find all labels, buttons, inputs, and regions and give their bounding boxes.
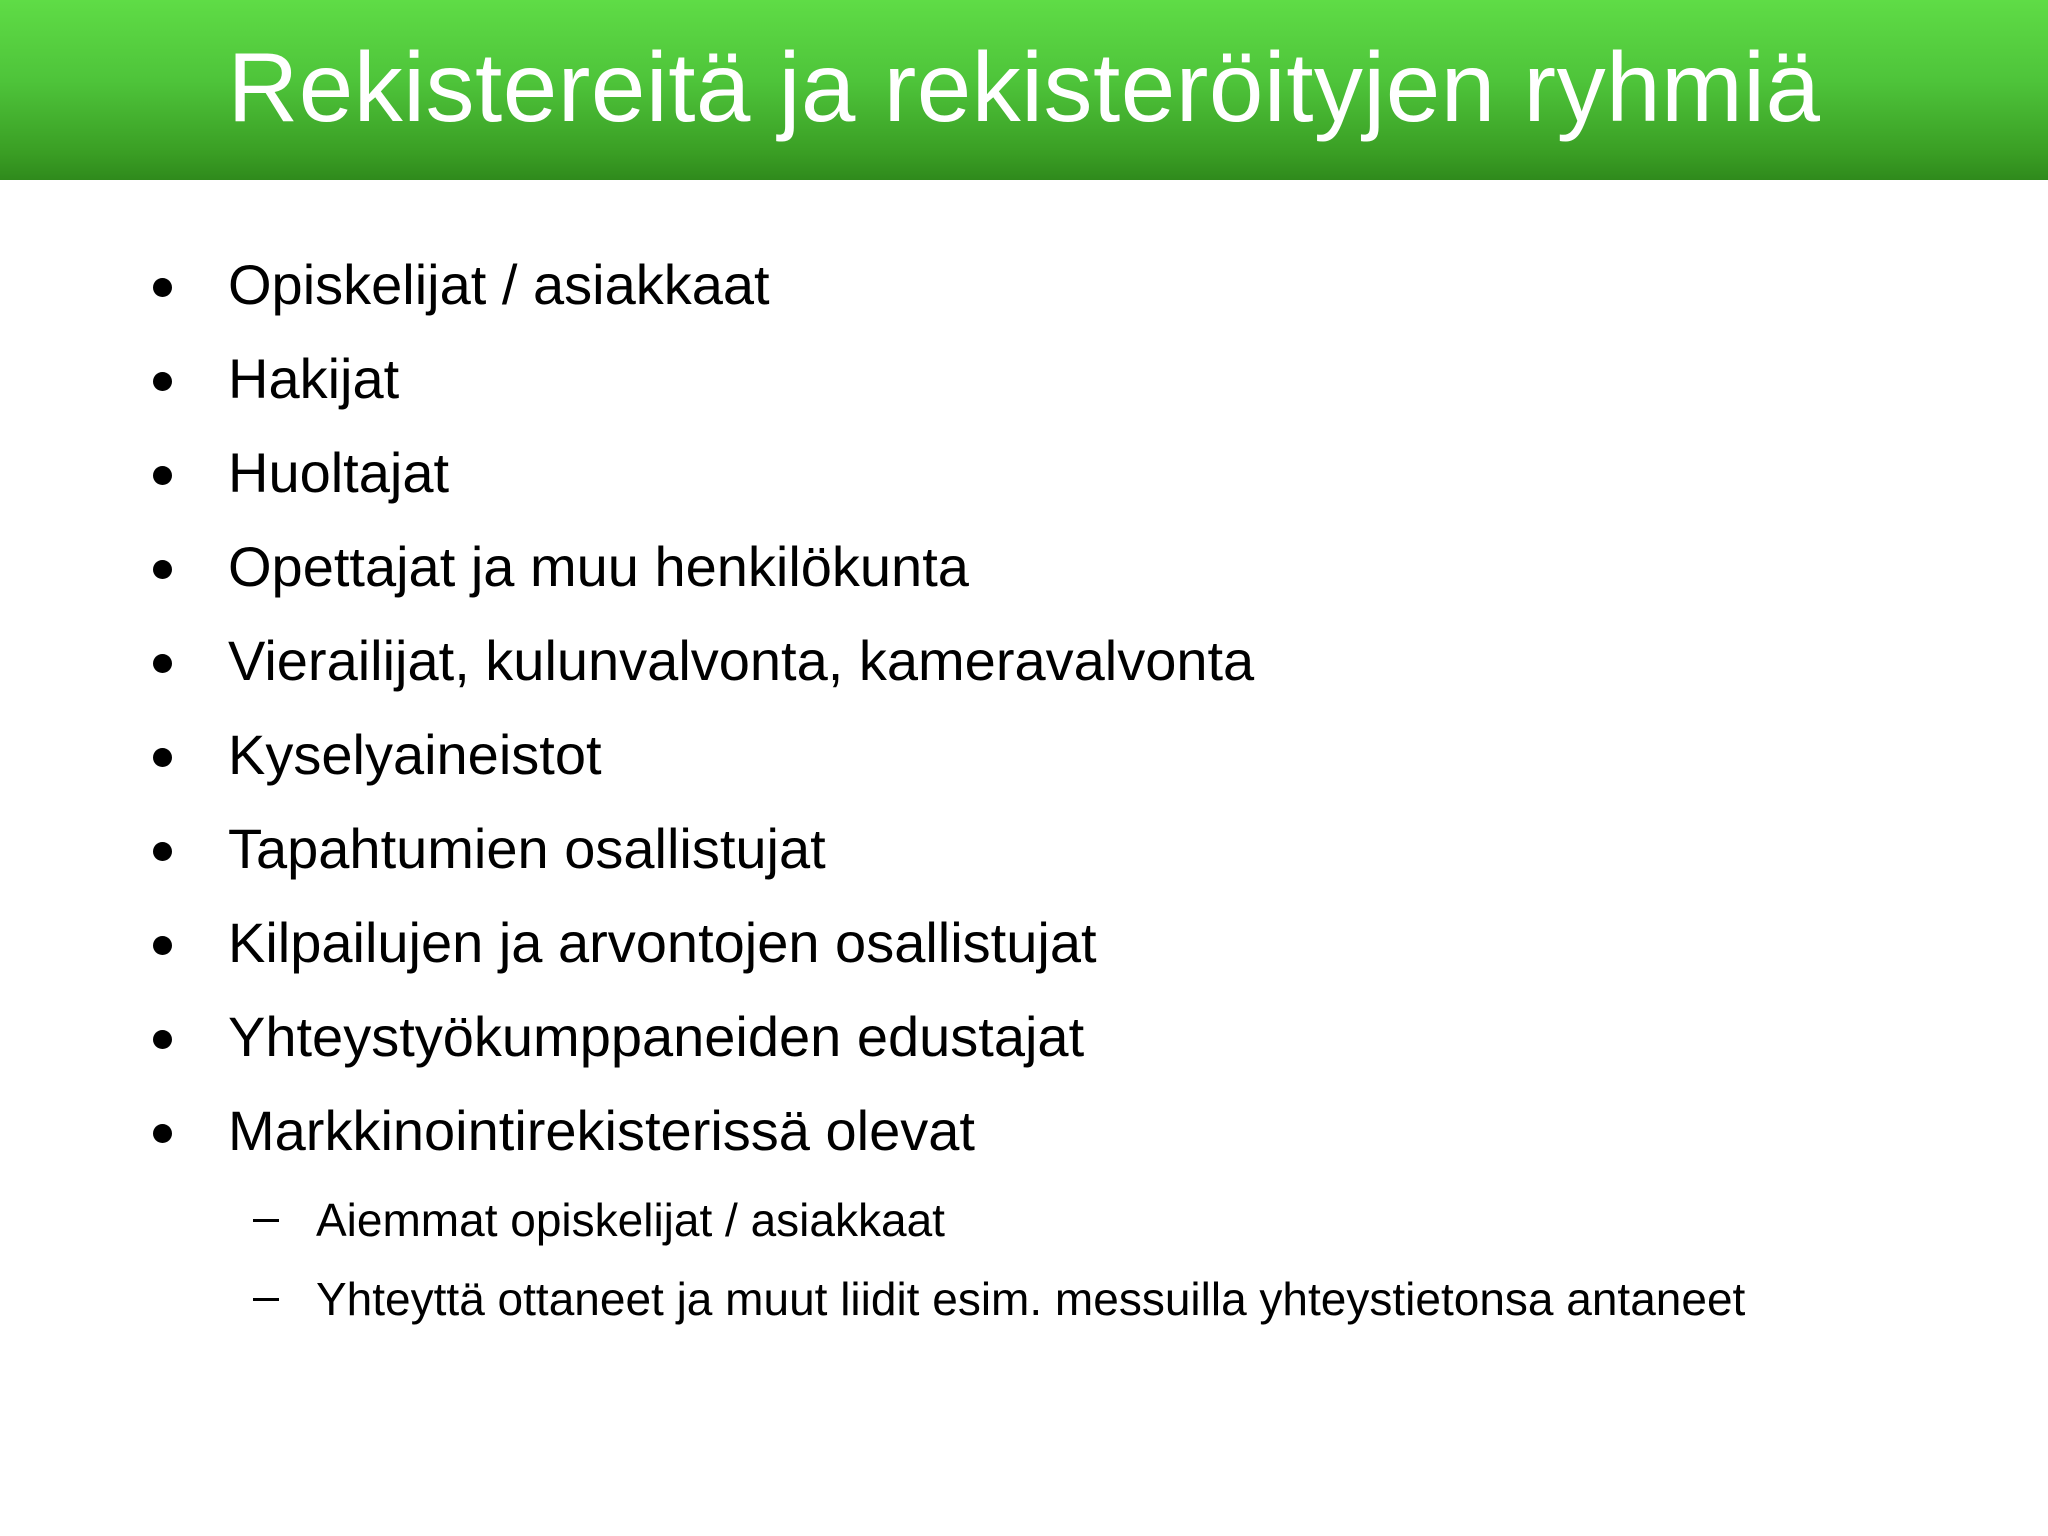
bullet-item bbox=[0, 1007, 2048, 1087]
bullet-icon bbox=[153, 560, 172, 579]
bullet-item bbox=[0, 349, 2048, 429]
bullet-text: Vierailijat, kulunvalvonta, kameravalvonta bbox=[228, 629, 1255, 692]
bullet-item bbox=[0, 819, 2048, 899]
bullet-icon bbox=[153, 842, 172, 861]
bullet-text: Hakijat bbox=[228, 347, 400, 410]
bullet-item bbox=[0, 725, 2048, 805]
bullet-icon bbox=[153, 466, 172, 485]
bullet-item bbox=[0, 913, 2048, 993]
bullet-text: Tapahtumien osallistujat bbox=[228, 817, 826, 880]
bullet-text: Kyselyaineistot bbox=[228, 723, 602, 786]
bullet-item bbox=[0, 537, 2048, 617]
sub-bullet-text: Aiemmat opiskelijat / asiakkaat bbox=[316, 1194, 945, 1246]
bullet-icon bbox=[153, 278, 172, 297]
dash-icon bbox=[253, 1298, 279, 1301]
bullet-text: Yhteystyökumppaneiden edustajat bbox=[228, 1005, 1085, 1068]
bullet-text: Huoltajat bbox=[228, 441, 450, 504]
bullet-text: Opettajat ja muu henkilökunta bbox=[228, 535, 969, 598]
bullet-icon bbox=[153, 1124, 172, 1143]
sub-bullet-text: Yhteyttä ottaneet ja muut liidit esim. messuilla yhteystietonsa antaneet bbox=[316, 1273, 1746, 1325]
bullet-icon bbox=[153, 1030, 172, 1049]
bullet-icon bbox=[153, 748, 172, 767]
bullet-item bbox=[0, 255, 2048, 335]
bullet-text: Opiskelijat / asiakkaat bbox=[228, 253, 770, 316]
sub-bullet-item bbox=[0, 1272, 2048, 1352]
bullet-item bbox=[0, 1101, 2048, 1181]
dash-icon bbox=[253, 1219, 279, 1222]
slide-title: Rekistereitä ja rekisteröityjen ryhmiä bbox=[227, 31, 1821, 142]
bullet-icon bbox=[153, 936, 172, 955]
bullet-text: Markkinointirekisterissä olevat bbox=[228, 1099, 975, 1162]
bullet-item bbox=[0, 631, 2048, 711]
bullet-text: Kilpailujen ja arvontojen osallistujat bbox=[228, 911, 1097, 974]
bullet-item bbox=[0, 443, 2048, 523]
sub-bullet-item bbox=[0, 1193, 2048, 1273]
bullet-icon bbox=[153, 372, 172, 391]
bullet-icon bbox=[153, 654, 172, 673]
